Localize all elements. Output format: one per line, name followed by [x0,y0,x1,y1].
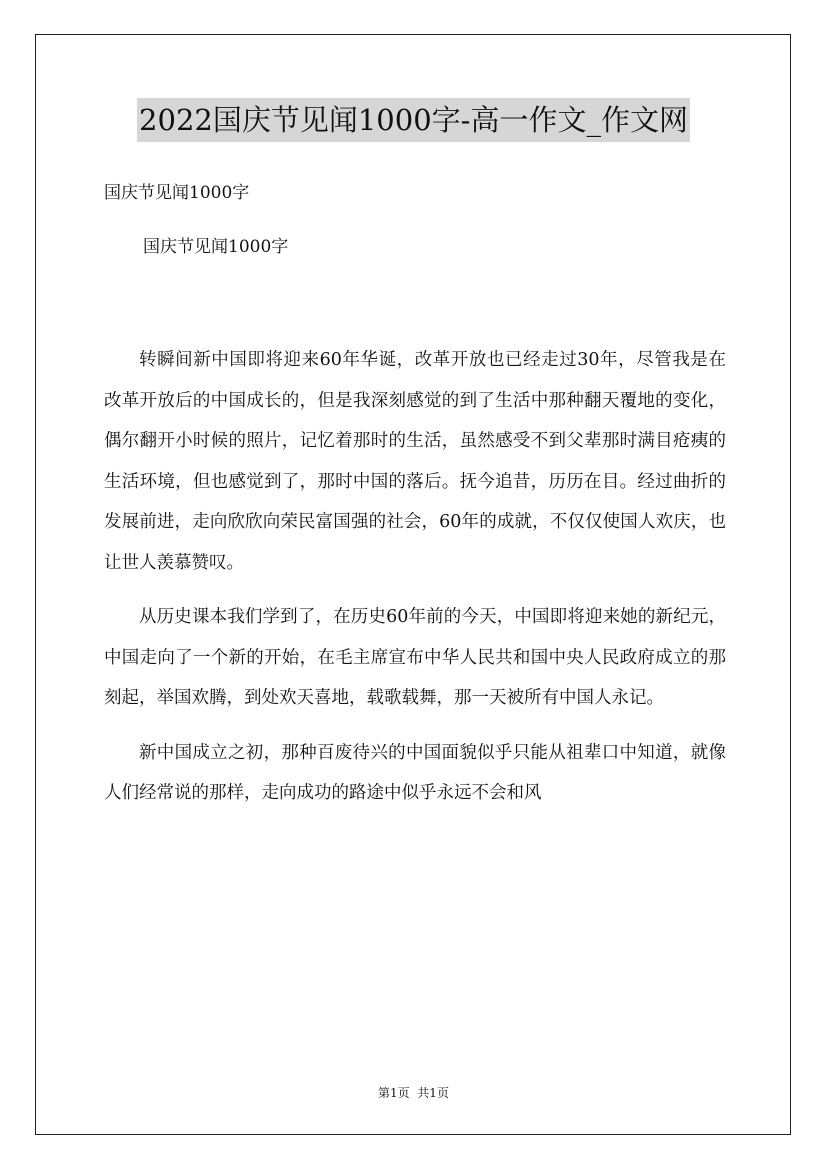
document-title[interactable]: 2022国庆节见闻1000字-高一作文_作文网 [137,98,690,142]
page-number-footer: 第1页 共1页 [378,1086,449,1100]
article-heading: 国庆节见闻1000字 [143,237,289,257]
paragraph: 从历史课本我们学到了，在历史60年前的今天，中国即将迎来她的新纪元，中国走向了一个新的开始，在毛主席宣布中华人民共和国中央人民政府成立的那刻起，举国欢腾，到处欢天喜地，载歌载舞，那一天被所有中国人永记。 [104,607,726,708]
article-body [104,340,726,814]
title-container [0,98,827,142]
paragraph: 新中国成立之初，那种百废待兴的中国面貌似乎只能从祖辈口中知道，就像人们经常说的那样，走向成功的路途中似乎永远不会和风 [104,742,726,803]
paragraph: 转瞬间新中国即将迎来60年华诞，改革开放也已经走过30年，尽管我是在改革开放后的中国成长的，但是我深刻感觉的到了生活中那种翻天覆地的变化，偶尔翻开小时候的照片，记忆着那时的生活，虽然感受不到父辈那时满目疮痍的生活环境，但也感觉到了，那时中国的落后。抚今追昔，历历在目。经过曲折的发展前进，走向欣欣向荣民富国强的社会，60年的成就，不仅仅使国人欢庆，也让世人羡慕赞叹。 [104,350,726,573]
document-subtitle: 国庆节见闻1000字 [104,183,250,203]
